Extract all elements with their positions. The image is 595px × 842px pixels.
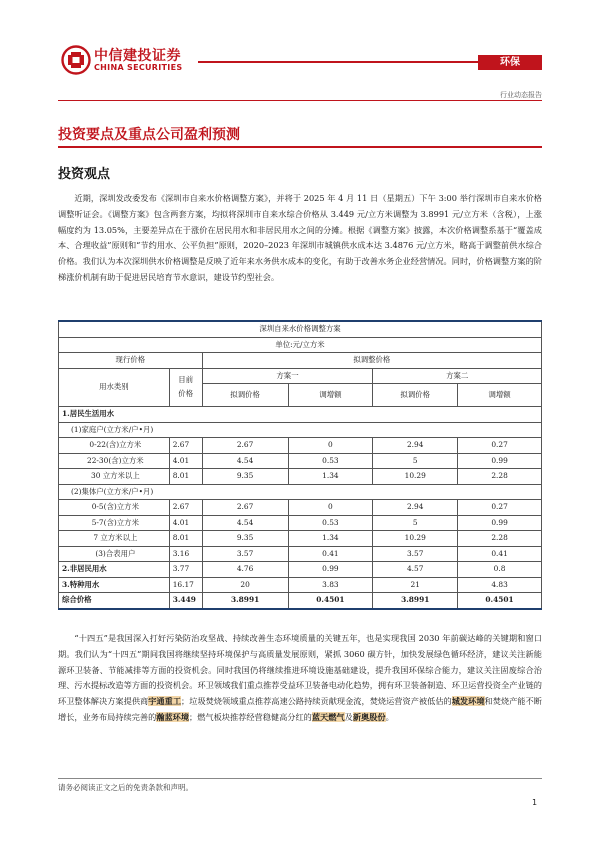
highlight-company-bluesky-gas: 蓝天燃气 xyxy=(311,711,345,722)
plan1-price-cell: 9.35 xyxy=(202,469,288,485)
outlook-part5: 及 xyxy=(344,711,353,722)
plan2-price-cell: 4.57 xyxy=(373,562,458,578)
row-label: 2.非居民用水 xyxy=(59,562,170,578)
plan2-header: 方案二 xyxy=(373,368,542,384)
row-label: 0-5(含)立方米 xyxy=(59,500,170,516)
outlook-part1: “十四五”是我国深入打好污染防治攻坚战、持续改善生态环境质量的关键五年，也是实现我国 2030 年前碳达峰的关键期和窗口期。我们认为“十四五”期间我国将继续坚持环境保护与高质量发展原则，紧抓 3060 碳方针，加快发展绿色循环经济，建议关注新能源环卫装备、节能减排等方面的投资机会。同时我国仍将继续推进环境设施基础建设，提升我国环保综合能力，建议关注固废综合治理、污水提标改造等方面的投资机会。环卫领域我们重点推荐受益环卫装备电动化趋势，拥有环卫装备制造、环卫运营投资全产业链的环卫整体解决方案提供商 xyxy=(58,633,542,707)
plan1-price-cell: 2.67 xyxy=(202,438,288,454)
row-label: 7 立方米以上 xyxy=(59,531,170,547)
footer-rule xyxy=(58,778,542,779)
table-row xyxy=(59,453,542,469)
plan1-increase-cell: 0.99 xyxy=(288,562,373,578)
outlook-part4: ；燃气板块推荐经营稳健高分红的 xyxy=(189,711,312,722)
row-label: 3.特种用水 xyxy=(59,577,170,593)
table-row xyxy=(59,407,542,423)
current-price-cell: 3.77 xyxy=(169,562,202,578)
highlight-company-grandblue: 瀚蓝环境 xyxy=(156,711,190,722)
plan1-price-cell: 4.76 xyxy=(202,562,288,578)
current-price-cell: 4.01 xyxy=(169,515,202,531)
outlook-part2: ；垃圾焚烧领域重点推荐高速公路持续贡献现金流，焚烧运营资产被低估的 xyxy=(181,696,452,707)
table-row xyxy=(59,515,542,531)
plan1-price-cell: 4.54 xyxy=(202,515,288,531)
plan2-increase-cell: 2.28 xyxy=(458,469,542,485)
outlook-part6: 。 xyxy=(385,711,394,722)
table-row xyxy=(59,438,542,454)
report-type-label: 行业动态报告 xyxy=(500,91,542,99)
row-label: 0-22(含)立方米 xyxy=(59,438,170,454)
plan2-price-cell: 5 xyxy=(373,515,458,531)
header-divider xyxy=(198,61,478,63)
plan1-price-cell: 4.54 xyxy=(202,453,288,469)
current-header-text: 目前价格 xyxy=(178,375,194,399)
plan2-proposed-col: 拟调价格 xyxy=(373,384,458,407)
plan1-price-cell: 3.8991 xyxy=(202,593,288,609)
plan1-increase-cell: 0.53 xyxy=(288,515,373,531)
plan2-price-cell: 21 xyxy=(373,577,458,593)
table-unit: 单位:元/立方米 xyxy=(59,337,542,353)
highlight-company-chengfa: 城发环境 xyxy=(451,696,485,707)
intro-text: 近期，深圳发改委发布《深圳市自来水价格调整方案》，并将于 2025 年 4 月 11 日（星期五）下午 3:00 举行深圳市自来水价格调整听证会。《调整方案》包含两套方案，均拟将深圳市自来水综合价格从 3.449 元/立方米调整为 3.8991 元/立方米（含税），上涨幅度约为 13.05%，主要差异点在于涨价在居民用水和非居民用水之间的分摊。根据《调整方案》披露，本次价格调整系基于“覆盖成本、合理收益”原则和“节约用水、公平负担”原则，2020–2023 年深圳市城镇供水成本达 3.4876 元/立方米，略高于调整前供水综合价格。我们认为本次深圳供水价格调整是反映了近年来水务供水成本的变化，有助于改善水务企业经营情况。同时，价格调整方案的阶梯涨价机制有助于促进居民培育节水意识，建设节约型社会。 xyxy=(58,193,542,282)
subsection-title: 投资观点 xyxy=(58,167,111,182)
plan1-header: 方案一 xyxy=(202,368,373,384)
header-bar xyxy=(58,55,542,70)
plan1-increase-cell: 3.83 xyxy=(288,577,373,593)
logo-chinese-name: 中信建投证券 xyxy=(94,48,181,64)
plan1-price-cell: 3.57 xyxy=(202,546,288,562)
plan2-increase-cell: 4.83 xyxy=(458,577,542,593)
table-row xyxy=(59,469,542,485)
table-row xyxy=(59,500,542,516)
page-number: 1 xyxy=(532,798,538,807)
plan2-increase-cell: 0.41 xyxy=(458,546,542,562)
row-label: 综合价格 xyxy=(59,593,170,609)
plan2-price-cell: 3.8991 xyxy=(373,593,458,609)
plan2-price-cell: 2.94 xyxy=(373,438,458,454)
plan2-increase-cell: 0.99 xyxy=(458,515,542,531)
plan2-increase-cell: 0.27 xyxy=(458,500,542,516)
plan2-price-cell: 2.94 xyxy=(373,500,458,516)
disclaimer-note: 请务必阅读正文之后的免责条款和声明。 xyxy=(58,783,193,792)
current-price-cell: 3.449 xyxy=(169,593,202,609)
plan1-increase-cell: 0.41 xyxy=(288,546,373,562)
table-title: 深圳自来水价格调整方案 xyxy=(59,321,542,337)
section-rule xyxy=(58,146,542,148)
outlook-part3: 和焚烧产能不断增长，业务布局持续完善的 xyxy=(58,696,542,722)
plan1-increase-cell: 0 xyxy=(288,500,373,516)
outlook-paragraph xyxy=(58,631,542,726)
plan1-price-cell: 2.67 xyxy=(202,500,288,516)
current-price-cell: 3.16 xyxy=(169,546,202,562)
highlight-company-enn: 新奥股份 xyxy=(352,711,386,722)
table-row xyxy=(59,484,542,500)
logo-english-name: CHINA SECURITIES xyxy=(94,63,183,72)
water-price-table xyxy=(58,320,542,610)
current-price-header: 现行价格 xyxy=(59,353,203,369)
plan2-increase-cell: 2.28 xyxy=(458,531,542,547)
current-price-cell: 16.17 xyxy=(169,577,202,593)
current-price-cell: 2.67 xyxy=(169,438,202,454)
proposed-price-header: 拟调整价格 xyxy=(202,353,541,369)
plan2-increase-cell: 0.99 xyxy=(458,453,542,469)
table-row xyxy=(59,593,542,609)
section-title: 投资要点及重点公司盈利预测 xyxy=(58,127,240,143)
table-row xyxy=(59,562,542,578)
table-row xyxy=(59,546,542,562)
plan2-price-cell: 10.29 xyxy=(373,469,458,485)
plan1-increase-cell: 0.4501 xyxy=(288,593,373,609)
plan1-price-cell: 20 xyxy=(202,577,288,593)
plan2-increase-cell: 0.8 xyxy=(458,562,542,578)
row-label: 30 立方米以上 xyxy=(59,469,170,485)
current-price-cell: 2.67 xyxy=(169,500,202,516)
plan1-increase-col: 调增额 xyxy=(288,384,373,407)
plan2-price-cell: 3.57 xyxy=(373,546,458,562)
header-rule xyxy=(58,100,542,101)
table-subgroup-label: (1)家庭户(立方米/户•月) xyxy=(59,422,542,438)
plan1-increase-cell: 0.53 xyxy=(288,453,373,469)
row-label: (3)合表用户 xyxy=(59,546,170,562)
table-row xyxy=(59,577,542,593)
intro-paragraph xyxy=(58,191,542,286)
row-label: 5-7(含)立方米 xyxy=(59,515,170,531)
plan2-increase-col: 调增额 xyxy=(458,384,542,407)
plan2-increase-cell: 0.4501 xyxy=(458,593,542,609)
table-subgroup-label: (2)集体户(立方米/户•月) xyxy=(59,484,542,500)
sector-tag: 环保 xyxy=(478,55,542,70)
plan1-increase-cell: 1.34 xyxy=(288,469,373,485)
table-row xyxy=(59,531,542,547)
category-header: 用水类别 xyxy=(59,368,170,407)
plan2-price-cell: 5 xyxy=(373,453,458,469)
current-price-cell: 8.01 xyxy=(169,531,202,547)
plan1-proposed-col: 拟调价格 xyxy=(202,384,288,407)
plan2-price-cell: 10.29 xyxy=(373,531,458,547)
highlight-company-yutong: 宇通重工 xyxy=(148,696,182,707)
row-label: 22-30(含)立方米 xyxy=(59,453,170,469)
plan1-price-cell: 9.35 xyxy=(202,531,288,547)
table-section-label: 1.居民生活用水 xyxy=(59,407,542,423)
current-header xyxy=(169,368,202,407)
current-price-cell: 8.01 xyxy=(169,469,202,485)
plan1-increase-cell: 0 xyxy=(288,438,373,454)
current-price-cell: 4.01 xyxy=(169,453,202,469)
table-row xyxy=(59,422,542,438)
plan2-increase-cell: 0.27 xyxy=(458,438,542,454)
plan1-increase-cell: 1.34 xyxy=(288,531,373,547)
outlook-text xyxy=(58,631,542,726)
